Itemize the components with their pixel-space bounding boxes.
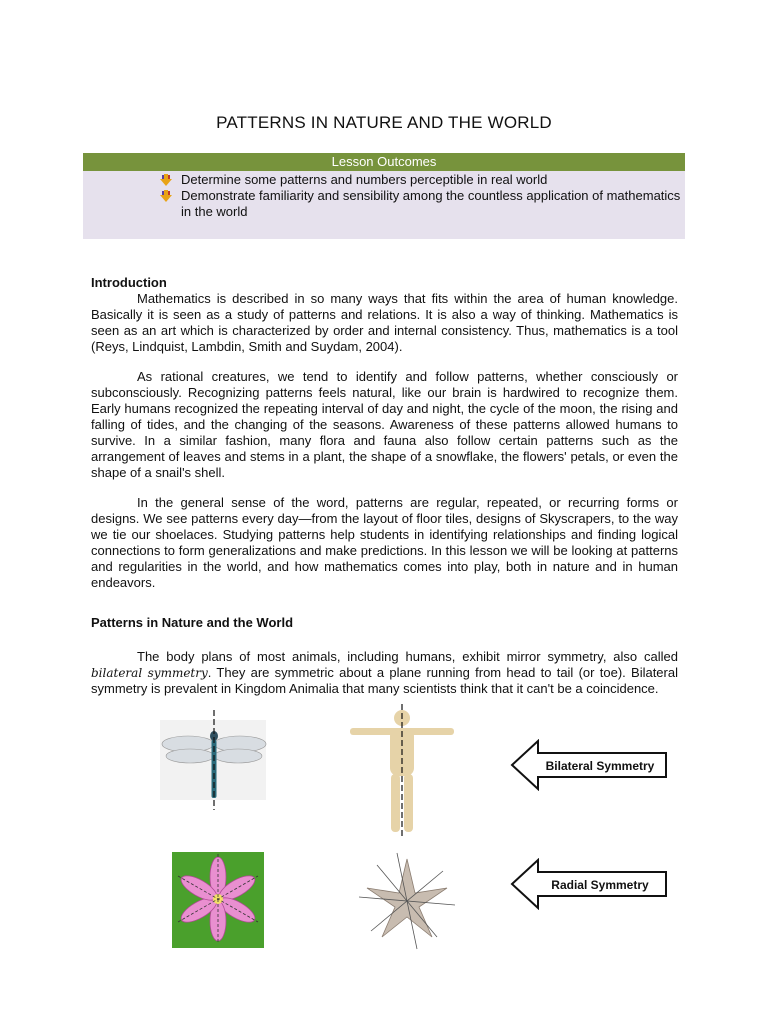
- intro-paragraph-2: As rational creatures, we tend to identify and follow patterns, whether consciously or subconsciously. Recognizing patterns feels natural, like our brain is hardwired to recognize them. Early humans recognized the repeating interval of day and night, the cycle of the moon, the rising and falling of tides, and the changing of the seasons. Awareness of these patterns allowed humans to survive. In a similar fashion, many flora and fauna also follow certain patterns such as the arrangement of leaves and stems in a plant, the shape of a snowflake, the flowers' petals, or even the shape of a snail's shell.: [91, 369, 678, 480]
- lesson-outcomes-header: Lesson Outcomes: [83, 153, 685, 171]
- outcome-text: Determine some patterns and numbers perceptible in real world: [181, 172, 548, 187]
- patterns-section: [91, 615, 678, 697]
- list-item: [155, 172, 685, 188]
- page-title: PATTERNS IN NATURE AND THE WORLD: [216, 113, 552, 132]
- introduction-section: [91, 275, 678, 591]
- introduction-heading: Introduction: [91, 275, 167, 290]
- lesson-outcomes-box: [83, 153, 685, 239]
- human-body-image: [342, 704, 462, 836]
- italic-term: bilateral symmetry: [91, 666, 208, 680]
- list-item: [155, 188, 685, 220]
- radial-symmetry-label: Radial Symmetry: [551, 878, 649, 892]
- patterns-paragraph: The body plans of most animals, including humans, exhibit mirror symmetry, also called bilateral symmetry. They are symmetric about a plane running from head to tail (or toe). Bilateral symmetry is prevalent in Kingdom Animalia that many scientists think that it can't be a coincidence.: [91, 649, 678, 696]
- arrow-bullet-icon: [159, 190, 173, 203]
- outcome-text: Demonstrate familiarity and sensibility among the countless application of mathematics in the world: [181, 188, 681, 219]
- bilateral-symmetry-label: Bilateral Symmetry: [545, 759, 655, 773]
- intro-paragraph-3: In the general sense of the word, patterns are regular, repeated, or recurring forms or designs. We see patterns every day—from the layout of floor tiles, designs of Skyscrapers, to the way we tie our shoelaces. Studying patterns help students in identifying relationships and finding logical connections to form generalizations and make predictions. In this lesson we will be looking at patterns and regularities in the world, and how mathematics comes into play, both in nature and in human endeavors.: [91, 495, 678, 590]
- patterns-heading: Patterns in Nature and the World: [91, 615, 294, 630]
- arrow-bullet-icon: [159, 174, 173, 187]
- intro-paragraph-1: Mathematics is described in so many ways that fits within the area of human knowledge. Basically it is seen as a study of patterns and relations. It is also a way of thinking. Mathematics is seen as an art which is characterized by order and internal consistency. Thus, mathematics is a tool (Reys, Lindquist, Lambdin, Smith and Suydam, 2004).: [91, 291, 678, 354]
- lesson-outcomes-list: [83, 171, 685, 220]
- starfish-image: [358, 852, 456, 950]
- dragonfly-image: [160, 710, 268, 810]
- flower-image: [172, 852, 264, 948]
